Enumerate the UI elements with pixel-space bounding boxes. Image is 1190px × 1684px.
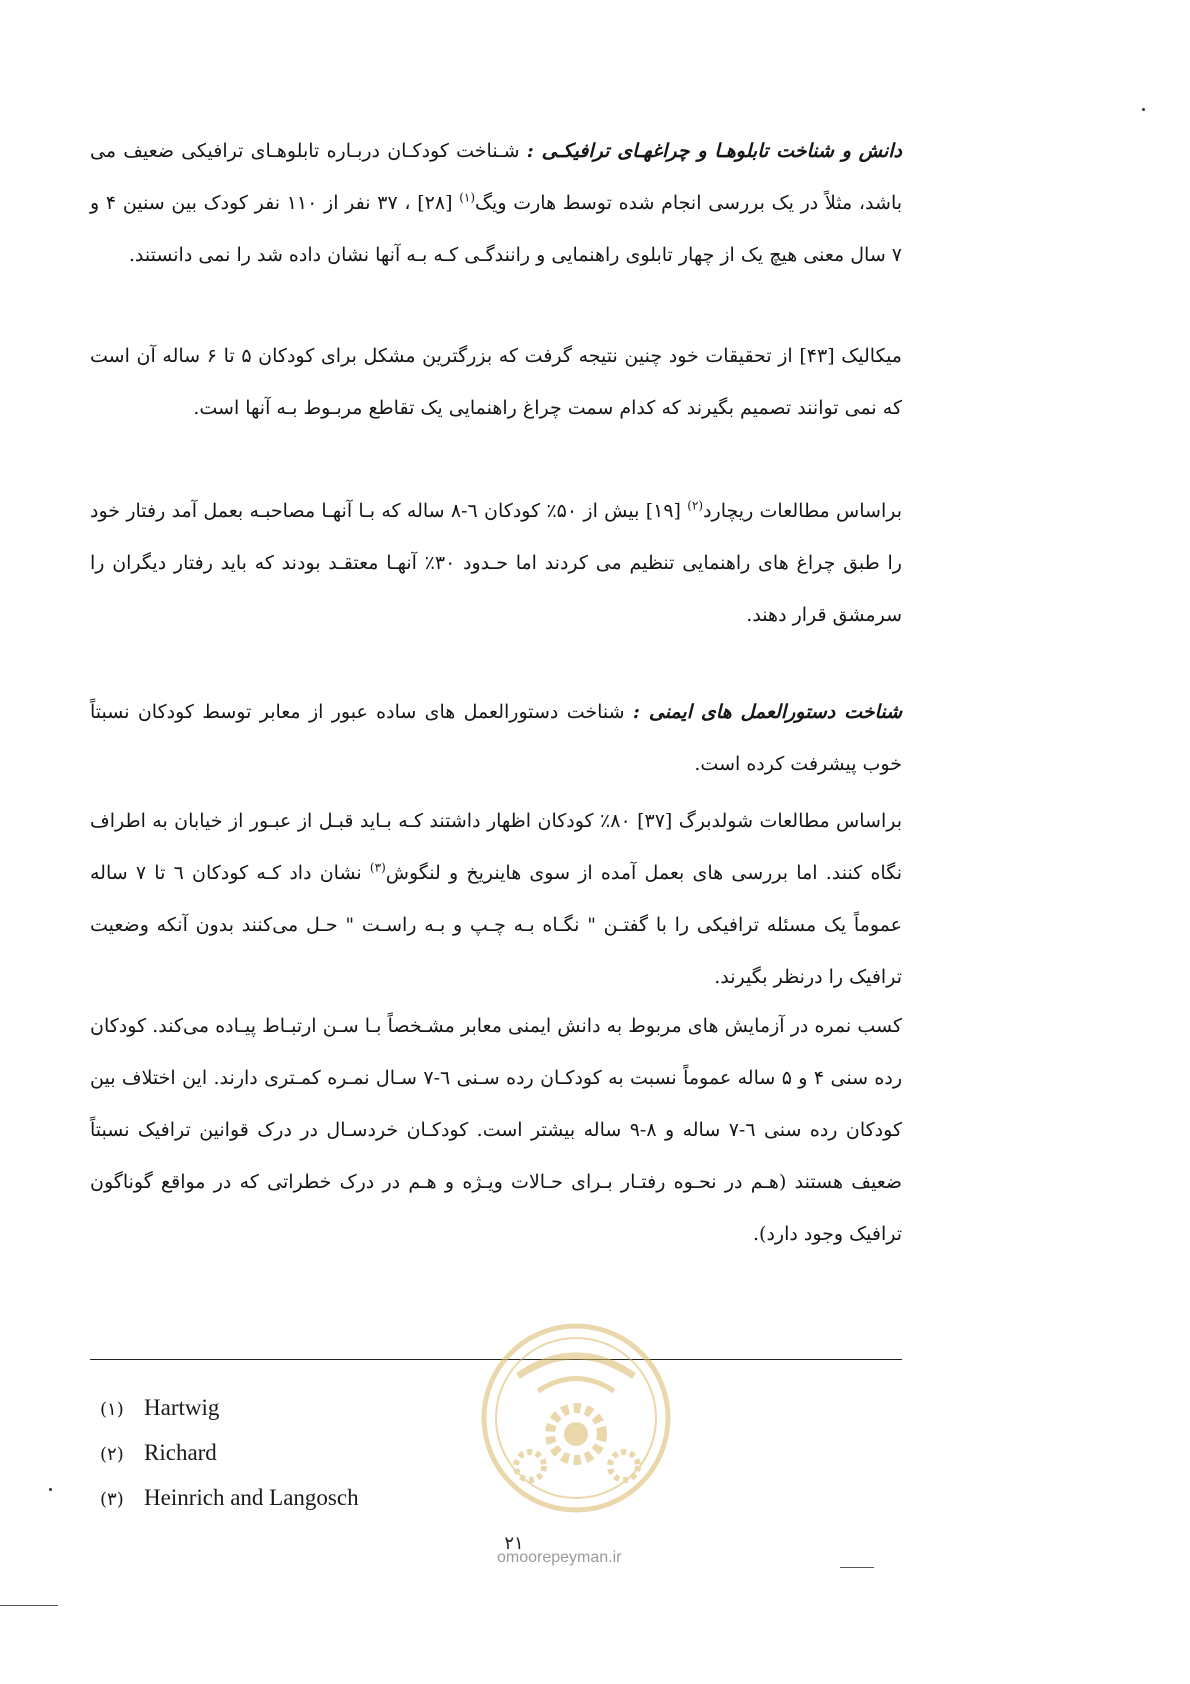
paragraph-text: میکالیک [۴۳] از تحقیقات خود چنین نتیجه گرفت که بزرگترین مشکل برای کودکان ۵ تا ۶ ساله آن است که نمی توانند تصمیم بگیرند که کدام سمت چراغ راهنمایی یک تقاطع مربـوط بـه آنها است. — [90, 345, 902, 419]
footnote-text: Richard — [144, 1440, 217, 1465]
footnote-text: Heinrich and Langosch — [144, 1485, 359, 1510]
paragraph-text: نشان داد کـه کودکان ٦ تا ۷ ساله عموماً یک مسئله ترافیکی را با گفتـن " نگـاه بـه چـپ و بـه راسـت " حـل می‌کنند بدون آنکه وضعیت ترافیک را درنظر بگیرند. — [90, 862, 902, 988]
footnote-number: (۱) — [100, 1399, 124, 1420]
section-heading: دانش و شناخت تابلوهـا و چراغهـای ترافیکـی : — [526, 140, 902, 162]
paragraph-2 — [90, 330, 902, 434]
paragraph-text: براساس مطالعات شولدبرگ [۳۷] ۸۰٪ کودکان اظهار داشتند کـه بـاید قبـل از عبـور از خیابان به اطراف نگاه کنند. اما بررسی های بعمل آمده از سوی هاینریخ و لنگوش — [90, 810, 903, 884]
section-heading: شناخت دستورالعمل های ایمنی : — [632, 701, 902, 723]
paragraph-6 — [90, 1000, 902, 1260]
watermark-logo — [478, 1316, 674, 1526]
footnote-text: Hartwig — [144, 1395, 220, 1420]
footnote-item — [100, 1475, 359, 1520]
scan-speck — [1142, 108, 1145, 111]
footnote-ref: (۱) — [459, 190, 476, 205]
footnotes — [100, 1385, 359, 1520]
footnote-item — [100, 1385, 359, 1430]
footnote-number: (۲) — [100, 1444, 124, 1465]
paragraph-text: شـناخت کودکـان دربـاره تابلوهـای ترافیکی ضعیف می باشد، مثلاً در یک بررسی انجام شده توسط هارت ویگ — [90, 140, 903, 214]
paragraph-3 — [90, 485, 902, 641]
paragraph-4 — [90, 686, 902, 790]
scan-edge-line — [0, 1605, 58, 1606]
paragraph-1 — [90, 125, 902, 281]
footnote-ref: (۳) — [369, 860, 386, 875]
paragraph-text: [۲۸] ، ۳۷ نفر از ۱۱۰ نفر کودک بین سنین ۴ و ۷ سال معنی هیچ یک از چهار تابلوی راهنمایی و رانندگـی کـه بـه آنها نشان داده شد را نمی دانستند. — [90, 192, 902, 266]
scan-edge-line — [840, 1567, 874, 1568]
watermark-site-url: omoorepeyman.ir — [497, 1549, 622, 1566]
page-number: ۲۱ — [504, 1533, 524, 1554]
paragraph-text: براساس مطالعات ریچارد — [703, 500, 902, 522]
paragraph-text: کسب نمره در آزمایش های مربوط به دانش ایمنی معابر مشـخصاً بـا سـن ارتبـاط پیـاده می‌کند. کودکان رده سنی ۴ و ۵ ساله عموماً نسبت به کودکـان رده سـنی ٦-۷ سـال نمـره کمـتری دارند. این اختلاف بین کودکان رده سنی ٦-۷ ساله و ۸-۹ ساله بیشتر است. کودکـان خردسـال در درک قوانین ترافیک نسبتاً ضعیف هستند (هـم در نحـوه رفتـار بـرای حـالات ویـژه و هـم در درک خطراتی که در مواقع گوناگون ترافیک وجود دارد). — [90, 1015, 902, 1245]
paragraph-5 — [90, 795, 902, 1003]
scan-speck — [49, 1488, 52, 1491]
footnote-number: (۳) — [100, 1489, 124, 1510]
paragraph-text: شناخت دستورالعمل های ساده عبور از معابر توسط کودکان نسبتاً خوب پیشرفت کرده است. — [90, 701, 902, 775]
footnote-item — [100, 1430, 359, 1475]
paragraph-text: [۱۹] بیش از ۵۰٪ کودکان ٦-۸ ساله که بـا آنهـا مصاحبـه بعمل آمد رفتار خود را طبق چراغ های راهنمایی تنظیم می کردند اما حـدود ۳۰٪ آنهـا معتقـد بودند که باید رفتار دیگران را سرمشق قرار دهند. — [90, 500, 902, 626]
footnote-ref: (۲) — [687, 498, 704, 513]
